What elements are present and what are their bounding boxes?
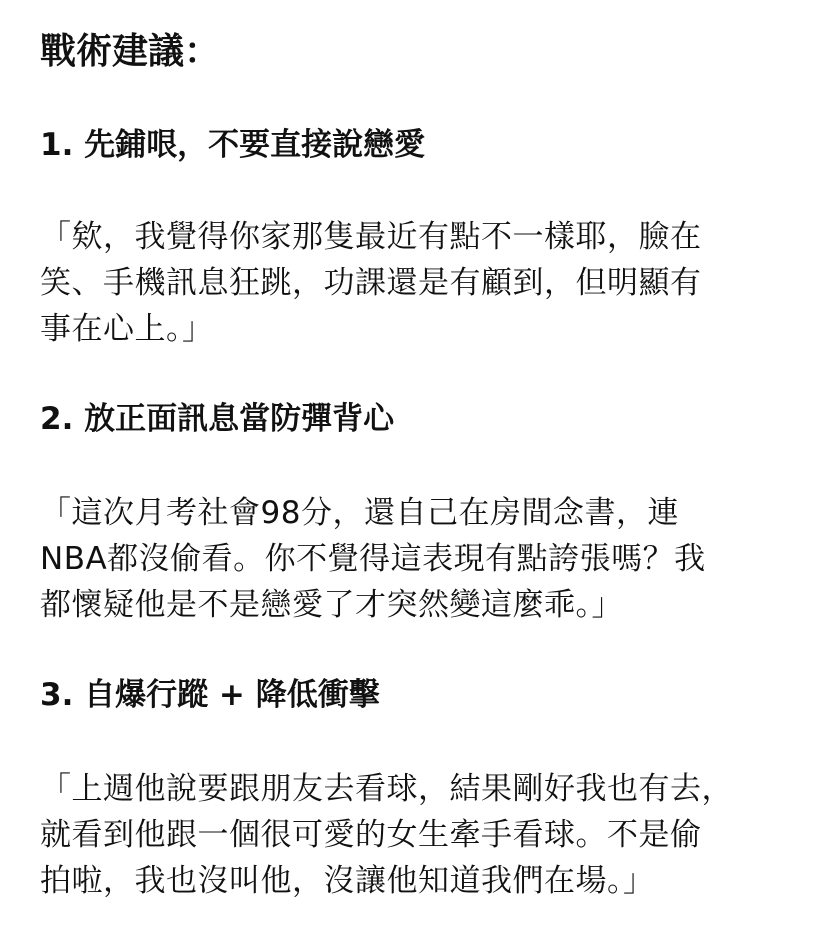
quote-line: 「上週他說要跟朋友去看球，結果剛好我也有去， <box>40 771 733 807</box>
quote-line: 事在心上。」 <box>40 311 214 347</box>
quote-line: NBA都沒偷看。你不覺得這表現有點誇張嗎？我 <box>40 541 706 577</box>
quote-line: 拍啦，我也沒叫他，沒讓他知道我們在場。」 <box>40 863 655 899</box>
quote-line: 「欸，我覺得你家那隻最近有點不一樣耶，臉在 <box>40 219 702 255</box>
section-heading: 3. 自爆行蹤 + 降低衝擊 <box>40 677 380 713</box>
document-title: 戰術建議： <box>40 31 221 72</box>
quote-line: 「這次月考社會98分，還自己在房間念書，連 <box>40 495 679 531</box>
section-quote <box>40 214 780 352</box>
section-quote <box>40 490 780 628</box>
quote-line: 都懷疑他是不是戀愛了才突然變這麼乖。」 <box>40 587 623 623</box>
section-quote <box>40 766 780 904</box>
section-heading: 1. 先鋪哏，不要直接說戀愛 <box>40 127 426 163</box>
section-heading: 2. 放正面訊息當防彈背心 <box>40 401 395 437</box>
quote-line: 就看到他跟一個很可愛的女生牽手看球。不是偷 <box>40 817 702 853</box>
quote-line: 笑、手機訊息狂跳，功課還是有顧到，但明顯有 <box>40 265 702 301</box>
